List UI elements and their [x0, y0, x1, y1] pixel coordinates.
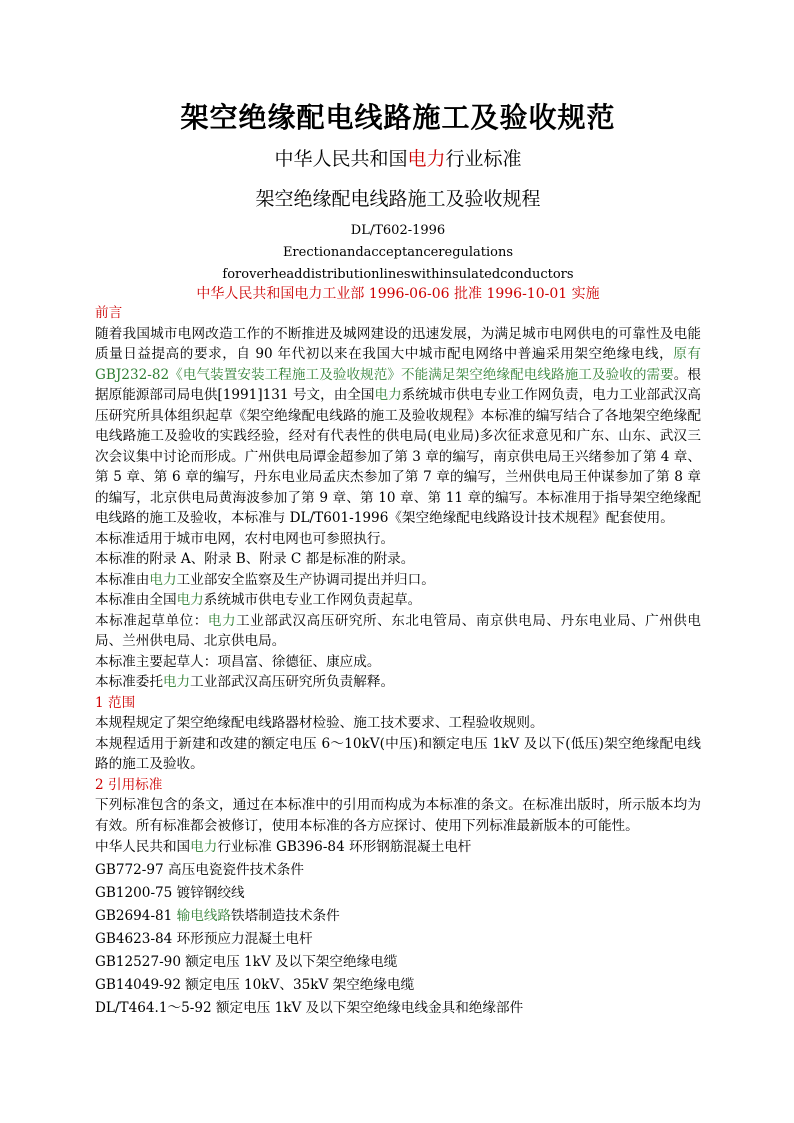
scope-line: 本规程适用于新建和改建的额定电压 6～10kV(中压)和额定电压 1kV 及以下(低压)架空绝缘配电线路的施工及验收。: [95, 735, 701, 772]
foreword-text: 工业部安全监察及生产协调司提出并归口。: [176, 571, 435, 588]
foreword-text: 系统城市供电专业工作网负责，电力工业部武汉高压研究所具体组织起草《架空绝缘配电线路的施工及验收规程》本标准的编写结合了各地架空绝缘配电线路施工及验收的实践经验，经对有代表性的供电局(电业局)多次征求意见和广东、山东、武汉三次会议集中讨论而形成。广州供电局谭金超参加了第 3 章的编写，南京供电局王兴绪参加了第 4 章、第 5 章、第 6 章的编写，丹东电业局孟庆杰参加了第 7 章的编写，兰州供电局王仲谋参加了第 8 章的编写，北京供电局黄海波参加了第 9 章、第 10 章、第 11 章的编写。本标准用于指导架空绝缘配电线路的施工及验收，本标准与 DL/T601-1996《架空绝缘配电线路设计技术规程》配套使用。: [95, 387, 702, 526]
foreword-line: [95, 672, 701, 693]
foreword-text: 工业部武汉高压研究所负责解释。: [190, 674, 395, 690]
foreword-paragraph: [95, 324, 701, 529]
foreword-line: 本标准主要起草人：项昌富、徐德征、康应成。: [95, 653, 381, 670]
reference-item: DL/T464.1～5-92 额定电压 1kV 及以下架空绝缘电线金具和绝缘部件: [95, 1000, 524, 1016]
foreword-line: [95, 611, 701, 652]
keyword-highlight: 电力: [190, 839, 218, 855]
document-body: [95, 303, 701, 1020]
foreword-text: 本标准委托: [95, 674, 163, 690]
foreword-text: 系统城市供电专业工作网负责起草。: [203, 592, 422, 608]
document-subtitle-2: 架空绝缘配电线路施工及验收规程: [255, 188, 541, 210]
keyword-highlight: 电力: [149, 571, 177, 588]
reference-item: GB1200-75 镀锌钢绞线: [95, 885, 245, 901]
foreword-line: [95, 590, 701, 611]
foreword-line: 本标准适用于城市电网，农村电网也可参照执行。: [95, 530, 395, 547]
approval-line: 中华人民共和国电力工业部 1996-06-06 批准 1996-10-01 实施: [196, 286, 600, 302]
reference-text: 中华人民共和国: [95, 839, 191, 855]
keyword-highlight: 电力: [162, 674, 191, 690]
keyword-highlight: 输电线路: [176, 908, 232, 924]
reference-text: GB2694-81: [95, 908, 177, 924]
keyword-highlight: 电力: [176, 592, 204, 608]
subtitle-suffix: 行业标准: [445, 148, 522, 170]
foreword-line: 本标准的附录 A、附录 B、附录 C 都是标准的附录。: [95, 551, 415, 567]
foreword-text: 本标准由全国: [95, 592, 177, 608]
subtitle-highlight: 电力: [407, 148, 446, 170]
foreword-text: 随着我国城市电网改造工作的不断推进及城网建设的迅速发展，为满足城市电网供电的可靠性及电能质量日益提高的要求，自 90 年代初以来在我国大中城市配电网络中普遍采用架空绝缘电线，: [95, 325, 701, 362]
reference-text: 铁塔制造技术条件: [231, 908, 340, 924]
scope-heading: 1 范围: [95, 694, 136, 711]
foreword-text: 本标准起草单位：: [95, 612, 208, 629]
reference-item: GB14049-92 额定电压 10kV、35kV 架空绝缘电缆: [95, 977, 415, 993]
foreword-text: 。根据原能源部司局电供[1991]131 号文，由全国: [95, 366, 701, 403]
reference-item: GB12527-90 额定电压 1kV 及以下架空绝缘电缆: [95, 954, 398, 970]
foreword-heading: 前言: [95, 305, 123, 321]
reference-text: 行业标准 GB396-84 环形钢筋混凝土电杆: [217, 839, 472, 855]
reference-item: [95, 905, 701, 928]
standard-code: DL/T602-1996: [350, 223, 446, 238]
keyword-highlight: 电力: [207, 612, 237, 629]
reference-item: GB772-97 高压电瓷瓷件技术条件: [95, 862, 304, 878]
foreword-text: 工业部武汉高压研究所、东北电管局、南京供电局、丹东电业局、广州供电局、兰州供电局、北京供电局。: [95, 612, 702, 649]
reference-item: [95, 836, 701, 859]
english-title-line-1: Erectionandacceptanceregulations: [282, 245, 514, 260]
reference-item: GB4623-84 环形预应力混凝土电杆: [95, 931, 313, 947]
document-subtitle: [95, 146, 701, 172]
references-heading: 2 引用标准: [95, 776, 163, 793]
english-title-line-2: foroverheaddistributionlineswithinsulatedconductors: [222, 267, 574, 282]
scope-line: 本规程规定了架空绝缘配电线路器材检验、施工技术要求、工程验收规则。: [95, 715, 544, 731]
foreword-line: [95, 570, 701, 591]
subtitle-prefix: 中华人民共和国: [274, 148, 408, 170]
keyword-highlight: 电力: [374, 387, 402, 403]
foreword-text: 本标准由: [95, 571, 150, 588]
foreword-highlight: 原有 GBJ232-82《电气装置安装工程施工及验收规范》不能满足架空绝缘配电线路施工及验收的需要: [95, 346, 702, 383]
document-title: 架空绝缘配电线路施工及验收规范: [180, 101, 616, 134]
references-intro: 下列标准包含的条文，通过在本标准中的引用而构成为本标准的条文。在标准出版时，所示版本均为有效。所有标准都会被修订，使用本标准的各方应探讨、使用下列标准最新版本的可能性。: [95, 797, 701, 834]
